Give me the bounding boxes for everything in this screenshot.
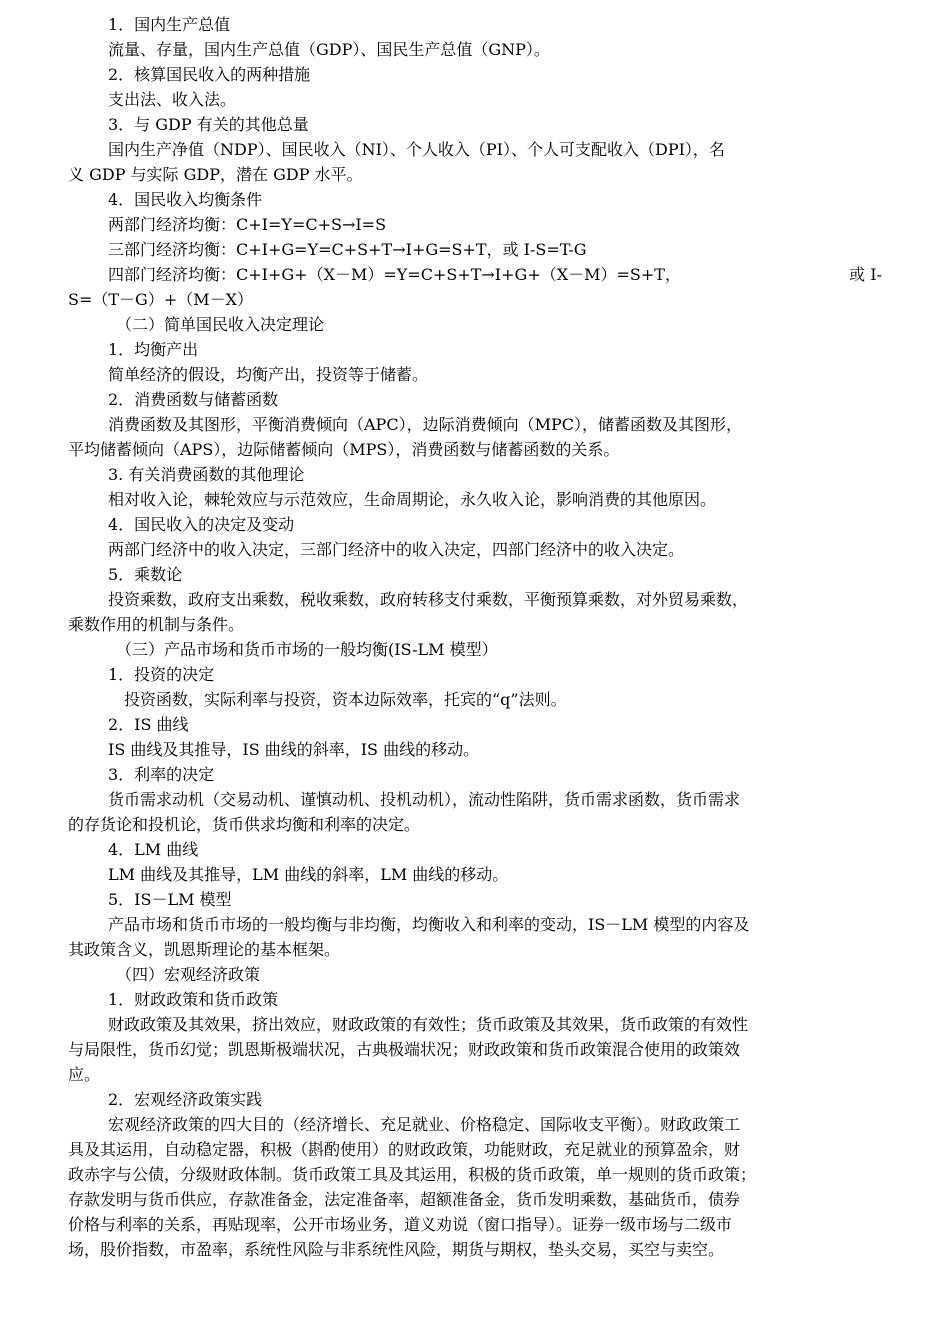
paragraph-line: 价格与利率的关系，再贴现率，公开市场业务，道义劝说（窗口指导）。证券一级市场与二级市 <box>68 1215 733 1234</box>
section-heading-3: （三）产品市场和货币市场的一般均衡(IS-LM 模型） <box>116 640 498 659</box>
heading-equilibrium-conditions: 4．国民收入均衡条件 <box>108 190 263 209</box>
paragraph-line: 场，股价指数，市盈率，系统性风险与非系统性风险，期货与期权，垫头交易，买空与卖空。 <box>68 1240 725 1259</box>
paragraph-line: 政赤字与公债，分级财政体制。货币政策工具及其运用，积极的货币政策，单一规则的货币政策； <box>68 1165 757 1184</box>
formula-right: 或 I- <box>849 265 882 284</box>
heading-equilibrium-output: 1．均衡产出 <box>108 340 199 359</box>
paragraph-line: 应。 <box>68 1065 101 1084</box>
paragraph-line: 平均储蓄倾向（APS），边际储蓄倾向（MPS），消费函数与储蓄函数的关系。 <box>68 440 620 459</box>
heading-income-determination: 4．国民收入的决定及变动 <box>108 515 295 534</box>
paragraph-line: 简单经济的假设，均衡产出，投资等于储蓄。 <box>108 365 429 384</box>
heading-multiplier: 5．乘数论 <box>108 565 183 584</box>
paragraph-line: 宏观经济政策的四大目的（经济增长、充足就业、价格稳定、国际收支平衡）。财政政策工 <box>108 1115 741 1134</box>
heading-policy-practice: 2．宏观经济政策实践 <box>108 1090 263 1109</box>
formula-line: 两部门经济均衡：C+I=Y=C+S→I=S <box>108 215 387 234</box>
paragraph-line: 具及其运用，自动稳定器，积极（斟酌使用）的财政政策，功能财政，充足就业的预算盈余，财 <box>68 1140 741 1159</box>
heading-is-lm-model: 5．IS－LM 模型 <box>108 890 232 909</box>
paragraph-line: 流量、存量，国内生产总值（GDP）、国民生产总值（GNP）。 <box>108 40 550 59</box>
paragraph-line: 的存货论和投机论，货币供求均衡和利率的决定。 <box>68 815 421 834</box>
formula-line: S=（T－G）+（M－X） <box>68 290 254 309</box>
heading-accounting-methods: 2．核算国民收入的两种措施 <box>108 65 311 84</box>
formula-line: 三部门经济均衡：C+I+G=Y=C+S+T→I+G=S+T，或 I-S=T-G <box>108 240 587 259</box>
heading-gdp: 1．国内生产总值 <box>108 15 231 34</box>
paragraph-line: 货币需求动机（交易动机、谨慎动机、投机动机），流动性陷阱，货币需求函数，货币需求 <box>108 790 741 809</box>
section-heading-2: （二）简单国民收入决定理论 <box>116 315 325 334</box>
paragraph-line: 产品市场和货币市场的一般均衡与非均衡，均衡收入和利率的变动，IS－LM 模型的内容及 <box>108 915 750 934</box>
heading-investment: 1．投资的决定 <box>108 665 215 684</box>
paragraph-line: 投资函数，实际利率与投资，资本边际效率，托宾的“q”法则。 <box>124 690 567 709</box>
paragraph-line: 相对收入论，棘轮效应与示范效应，生命周期论，永久收入论，影响消费的其他原因。 <box>108 490 717 509</box>
paragraph-line: 乘数作用的机制与条件。 <box>68 615 245 634</box>
paragraph-line: 两部门经济中的收入决定，三部门经济中的收入决定，四部门经济中的收入决定。 <box>108 540 685 559</box>
heading-other-aggregates: 3．与 GDP 有关的其他总量 <box>108 115 309 134</box>
paragraph-line: 存款发明与货币供应，存款准备金，法定准备率，超额准备金，货币发明乘数，基础货币，债券 <box>68 1190 741 1209</box>
heading-fiscal-monetary-policy: 1．财政政策和货币政策 <box>108 990 279 1009</box>
paragraph-line: 与局限性，货币幻觉；凯恩斯极端状况，古典极端状况；财政政策和货币政策混合使用的政策效 <box>68 1040 741 1059</box>
formula-left: 四部门经济均衡：C+I+G+（X－M）=Y=C+S+T→I+G+（X－M）=S+T， <box>108 265 681 284</box>
paragraph-line: 财政政策及其效果，挤出效应，财政政策的有效性；货币政策及其效果，货币政策的有效性 <box>108 1015 749 1034</box>
paragraph-line: 支出法、收入法。 <box>108 90 237 109</box>
heading-consumption-function: 2．消费函数与储蓄函数 <box>108 390 279 409</box>
paragraph-line: 义 GDP 与实际 GDP，潜在 GDP 水平。 <box>68 165 363 184</box>
paragraph-line: 其政策含义，凯恩斯理论的基本框架。 <box>68 940 341 959</box>
paragraph-line: 消费函数及其图形，平衡消费倾向（APC），边际消费倾向（MPC），储蓄函数及其图形， <box>108 415 742 434</box>
paragraph-line: 投资乘数，政府支出乘数，税收乘数，政府转移支付乘数，平衡预算乘数，对外贸易乘数， <box>108 590 749 609</box>
paragraph-line: LM 曲线及其推导，LM 曲线的斜率，LM 曲线的移动。 <box>108 865 509 884</box>
paragraph-line: IS 曲线及其推导，IS 曲线的斜率，IS 曲线的移动。 <box>108 740 480 759</box>
heading-consumption-theories: 3. 有关消费函数的其他理论 <box>108 465 305 484</box>
heading-lm-curve: 4．LM 曲线 <box>108 840 199 859</box>
heading-is-curve: 2．IS 曲线 <box>108 715 189 734</box>
paragraph-line: 国内生产净值（NDP）、国民收入（NI）、个人收入（PI）、个人可支配收入（DPI），名 <box>108 140 725 159</box>
heading-interest-rate: 3．利率的决定 <box>108 765 215 784</box>
section-heading-4: （四）宏观经济政策 <box>116 965 261 984</box>
formula-line <box>68 262 882 287</box>
